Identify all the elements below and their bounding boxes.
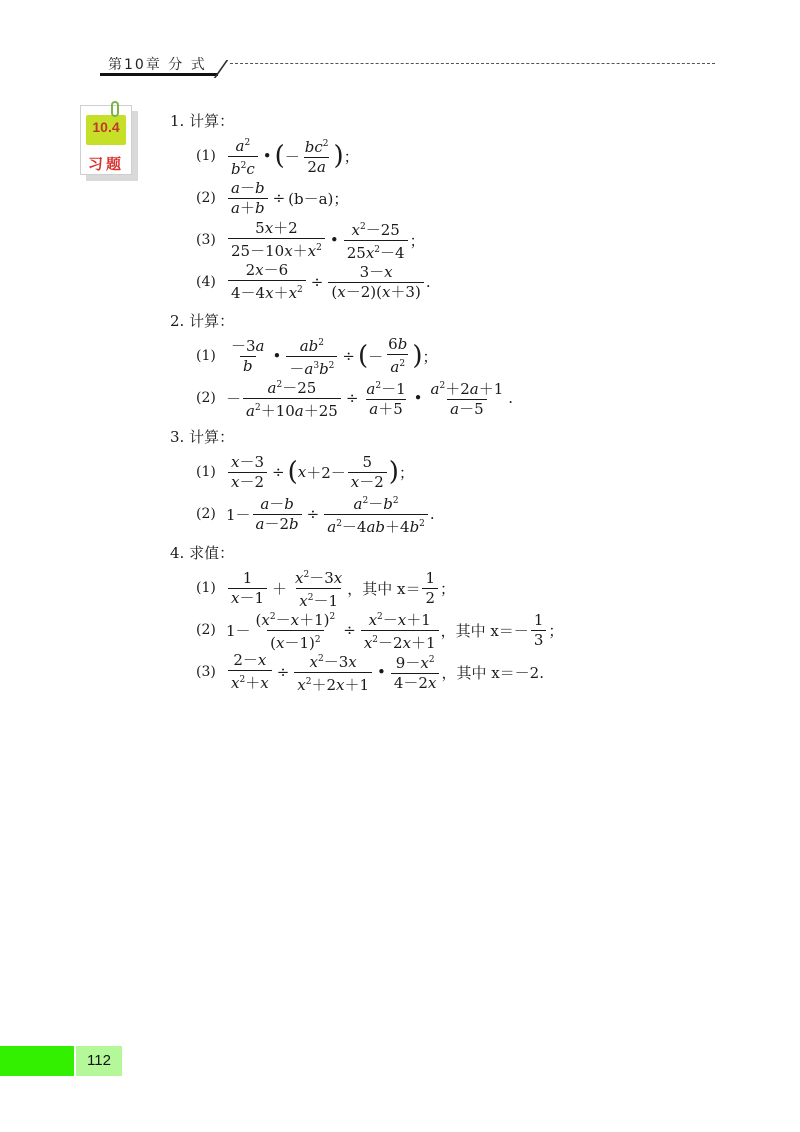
page-number: 112 bbox=[76, 1046, 122, 1076]
problem-1 bbox=[170, 108, 730, 302]
sub-item-4-1: (1) $\frac{1}{x-1}$ ＋ $\frac{x^2-3x}{x^2-1}$ ，其中 x＝ $\frac{1}{2}$ ； bbox=[196, 568, 456, 610]
sub-item-2-1: (1) $\frac{-3a}{b}$ • $\frac{ab^2}{-a^3b^2}$ ÷ ( － $\frac{6b}{a^2}$ ) ； bbox=[196, 335, 438, 378]
header-underline bbox=[100, 73, 218, 76]
page-number-tab bbox=[0, 1046, 122, 1076]
sub-item-4-3: (3) $\frac{2-x}{x^2+x}$ ÷ $\frac{x^2-3x}{x^2+2x+1}$ • $\frac{9-x^2}{4-2x}$ ，其中 x＝－2. bbox=[196, 651, 544, 694]
problem-title: 1. 计算： bbox=[170, 112, 235, 130]
exercises-label: 习题 bbox=[87, 155, 124, 173]
problem-3 bbox=[170, 424, 730, 534]
chapter-title: 第10章 分 式 bbox=[108, 57, 207, 73]
page-header bbox=[100, 52, 715, 76]
sub-item-1-4: (4) $\frac{2x-6}{4-4x+x^2}$ ÷ $\frac{3-x}{(x-2)(x+3)}$ . bbox=[196, 261, 431, 302]
problem-title: 4. 求值： bbox=[170, 544, 235, 562]
sub-item-1-3: (3) $\frac{5x+2}{25-10x+x^2}$ • $\frac{x^2-25}{25x^2-4}$ ； bbox=[196, 219, 425, 262]
problem-title: 2. 计算： bbox=[170, 312, 235, 330]
section-badge bbox=[80, 105, 138, 181]
exercise-list bbox=[170, 108, 730, 698]
sub-item-3-2: (2) 1－ $\frac{a-b}{a-2b}$ ÷ $\frac{a^2-b^2}{a^2-4ab+4b^2}$ . bbox=[196, 494, 435, 536]
sub-item-1-2: (2) $\frac{a-b}{a+b}$ ÷ (b－a)； bbox=[196, 178, 349, 217]
sub-item-3-1: (1) $\frac{x-3}{x-2}$ ÷ ( x ＋2－ $\frac{5}{x-2}$ ) ； bbox=[196, 452, 414, 491]
problem-2 bbox=[170, 308, 730, 418]
sub-item-2-2: (2) － $\frac{a^2-25}{a^2+10a+25}$ ÷ $\frac{a^2-1}{a+5}$ • $\frac{a^2+2a+1}{a-5}$ . bbox=[196, 378, 514, 420]
problem-title: 3. 计算： bbox=[170, 428, 235, 446]
header-dashed-rule bbox=[230, 63, 715, 64]
sub-item-1-1: (1) $\frac{a^2}{b^2c}$ • ( － $\frac{bc^2}{2a}$ ) ； bbox=[196, 136, 359, 178]
section-number: 10.4 bbox=[92, 119, 120, 135]
problem-4 bbox=[170, 540, 730, 692]
header-divider bbox=[214, 60, 229, 78]
sub-item-4-2: (2) 1－ $\frac{(x^2-x+1)^2}{(x-1)^2}$ ÷ $\frac{x^2-x+1}{x^2-2x+1}$ ，其中 x＝－ $\frac{1}{3}$ ； bbox=[196, 610, 564, 652]
paperclip-icon bbox=[111, 101, 119, 117]
